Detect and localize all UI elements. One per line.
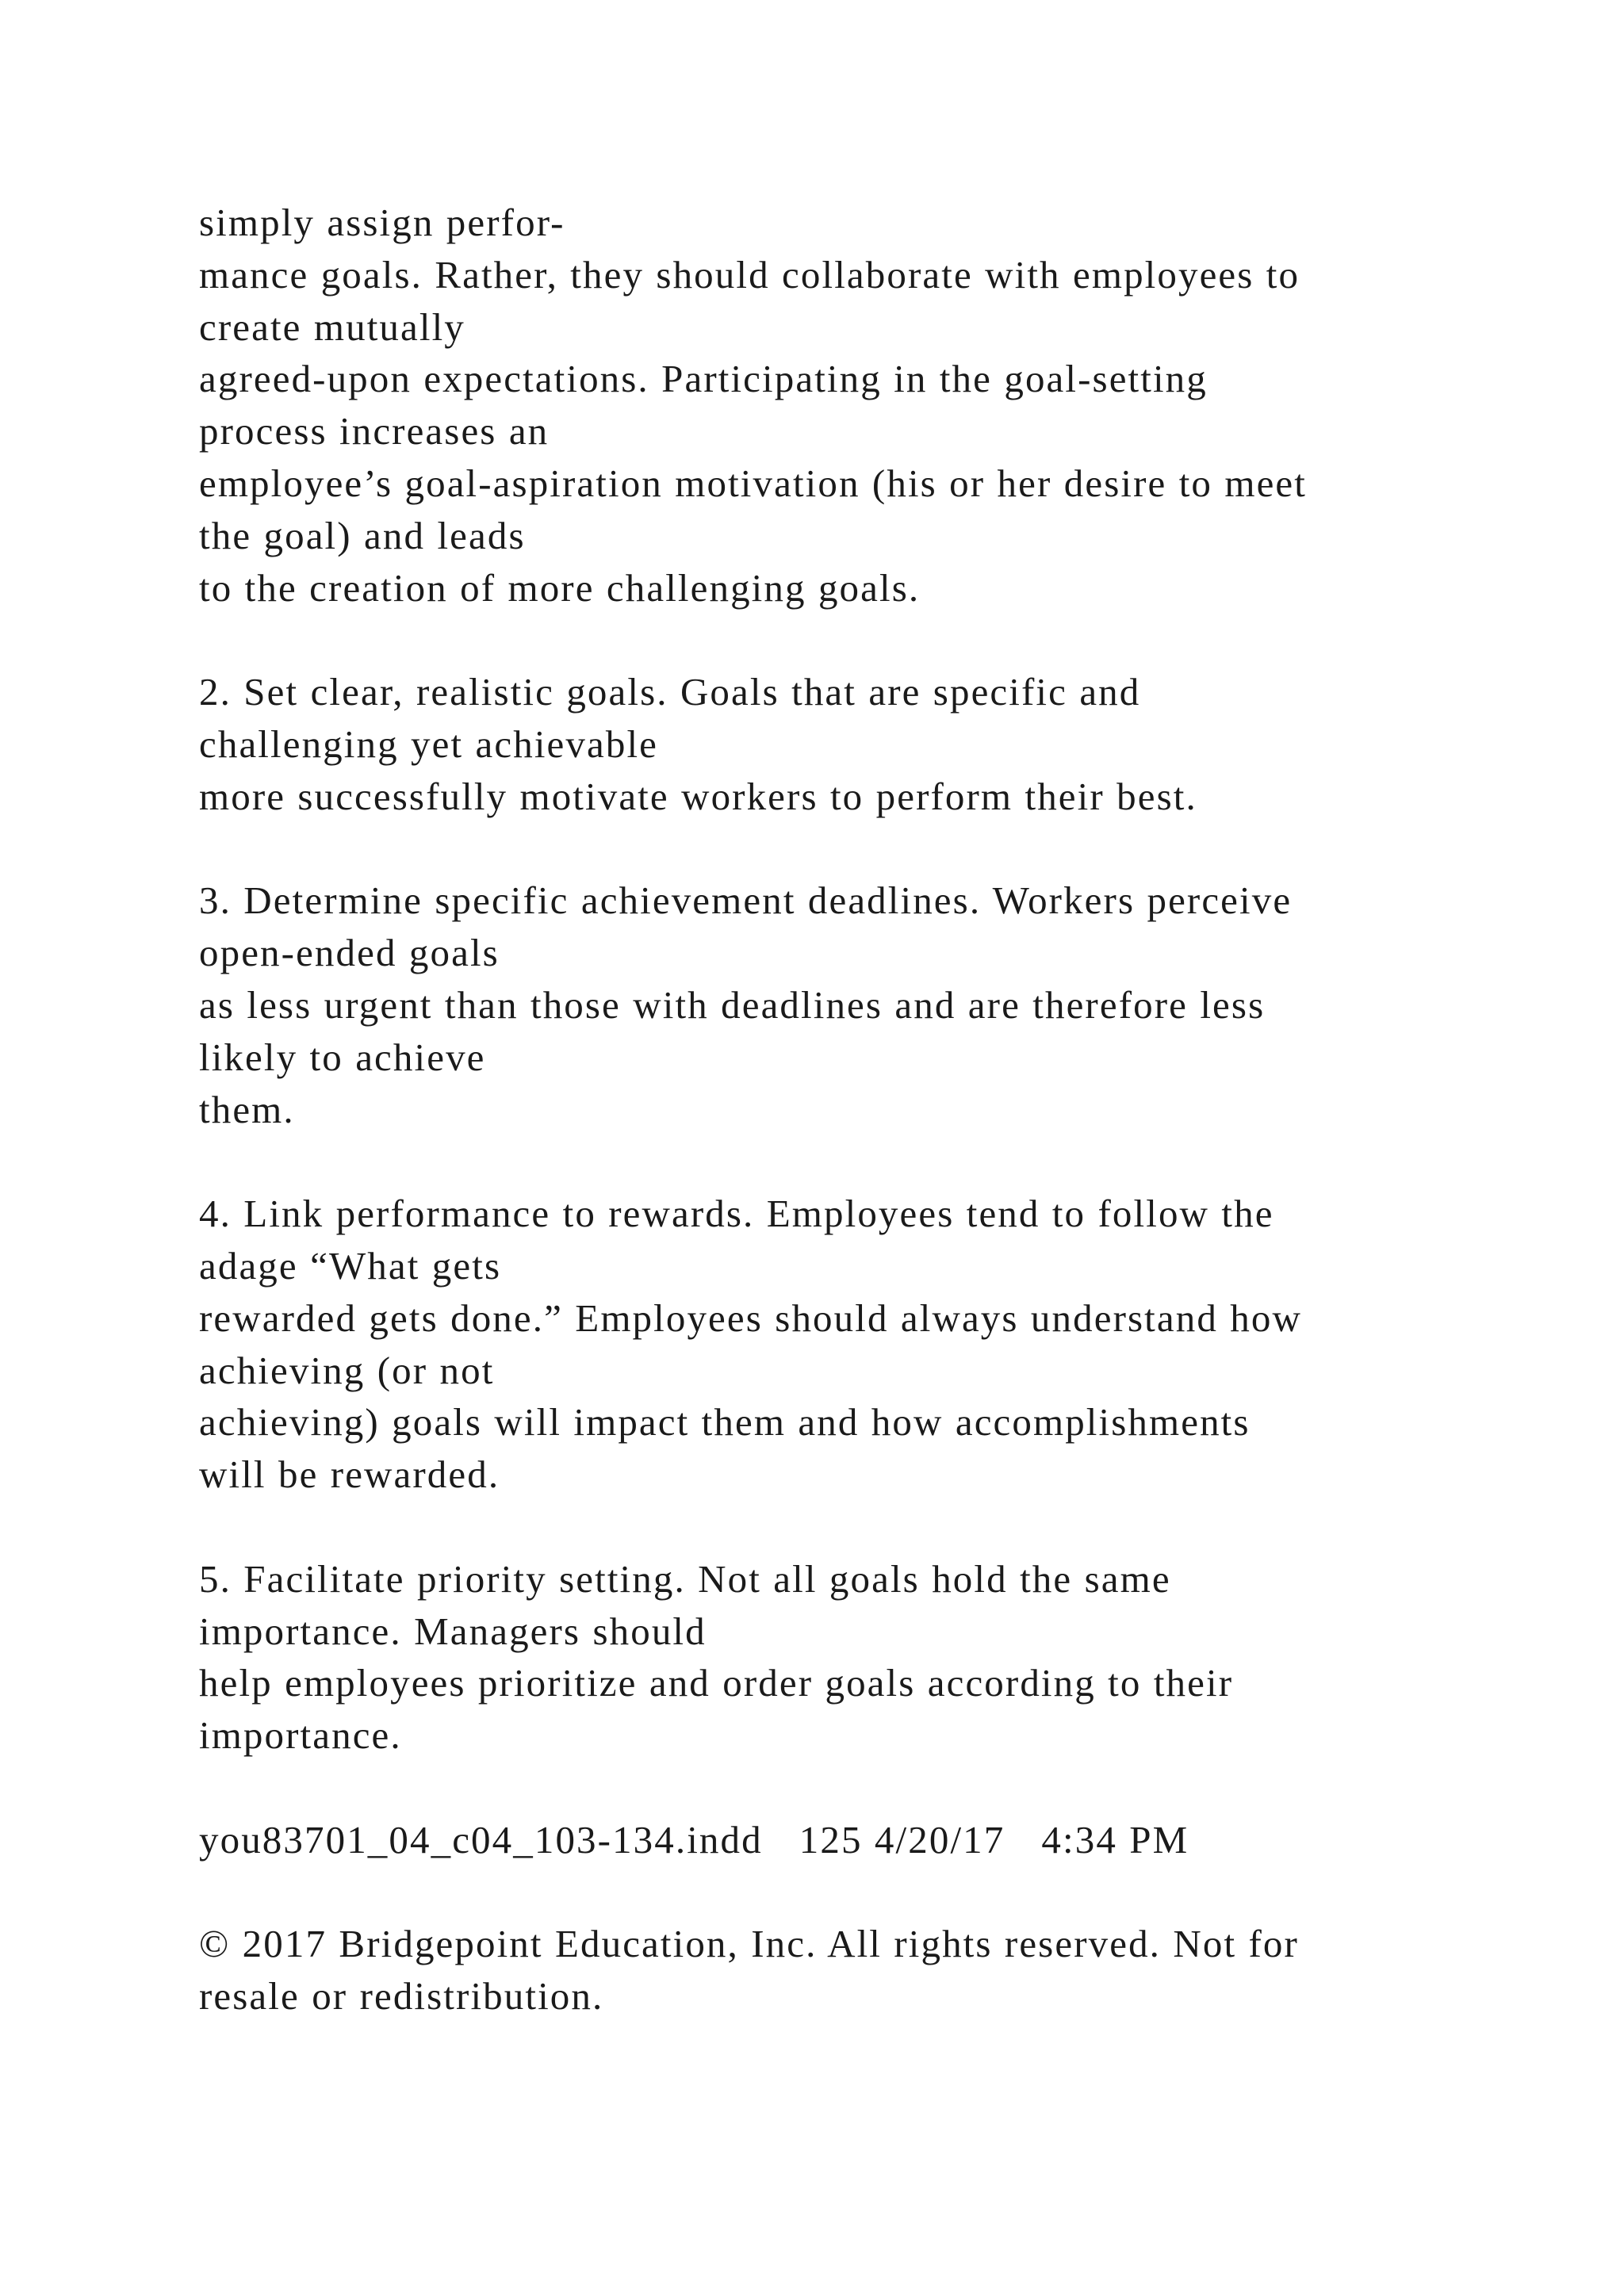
text-line: to the creation of more challenging goals. bbox=[199, 565, 921, 610]
text-line: them. bbox=[199, 1087, 295, 1131]
text-line: 3. Determine specific achievement deadlines. Workers perceive bbox=[199, 878, 1293, 923]
text-line: achieving) goals will impact them and how accomplishments bbox=[199, 1400, 1251, 1445]
text-line: more successfully motivate workers to perform their best. bbox=[199, 774, 1197, 818]
text-line: 2. Set clear, realistic goals. Goals that are specific and bbox=[199, 670, 1141, 714]
text-line: achieving (or not bbox=[199, 1348, 495, 1392]
text-line: 5. Facilitate priority setting. Not all goals hold the same bbox=[199, 1556, 1171, 1601]
paragraph-gap bbox=[199, 823, 1595, 875]
text-line: agreed-upon expectations. Participating in the goal-setting bbox=[199, 357, 1208, 401]
text-line: will be rewarded. bbox=[199, 1452, 500, 1497]
text-line: challenging yet achievable bbox=[199, 721, 659, 766]
document-body bbox=[199, 197, 1595, 2022]
paragraph-gap bbox=[199, 1501, 1595, 1553]
text-line: process increases an bbox=[199, 409, 550, 453]
text-line: rewarded gets done.” Employees should always understand how bbox=[199, 1295, 1302, 1340]
paragraph-gap bbox=[199, 1762, 1595, 1814]
text-line: help employees prioritize and order goals according to their bbox=[199, 1661, 1234, 1705]
list-item-2 bbox=[199, 666, 1595, 822]
text-line: the goal) and leads bbox=[199, 513, 526, 557]
file-slug bbox=[199, 1814, 1595, 1866]
text-line: create mutually bbox=[199, 304, 465, 349]
copyright-notice bbox=[199, 1918, 1595, 2022]
text-line: likely to achieve bbox=[199, 1035, 486, 1079]
list-item-3 bbox=[199, 874, 1595, 1135]
text-line: 4. Link performance to rewards. Employees tend to follow the bbox=[199, 1192, 1274, 1236]
text-line: resale or redistribution. bbox=[199, 1974, 604, 2019]
text-line: importance. bbox=[199, 1713, 402, 1758]
text-line: you83701_04_c04_103-134.indd 125 4/20/17 4:34 PM bbox=[199, 1817, 1189, 1862]
text-line: as less urgent than those with deadlines and are therefore less bbox=[199, 982, 1266, 1027]
list-item-4 bbox=[199, 1188, 1595, 1501]
text-line: adage “What gets bbox=[199, 1243, 502, 1288]
text-line: mance goals. Rather, they should collaborate with employees to bbox=[199, 252, 1300, 297]
paragraph-intro-continuation bbox=[199, 197, 1595, 614]
text-line: simply assign perfor- bbox=[199, 201, 565, 244]
paragraph-gap bbox=[199, 1135, 1595, 1188]
text-line: importance. Managers should bbox=[199, 1609, 707, 1653]
text-line: © 2017 Bridgepoint Education, Inc. All rights reserved. Not for bbox=[199, 1922, 1299, 1966]
text-line: open-ended goals bbox=[199, 931, 500, 975]
text-line: employee’s goal-aspiration motivation (his or her desire to meet bbox=[199, 461, 1307, 505]
paragraph-gap bbox=[199, 1866, 1595, 1919]
list-item-5 bbox=[199, 1553, 1595, 1762]
paragraph-gap bbox=[199, 614, 1595, 666]
